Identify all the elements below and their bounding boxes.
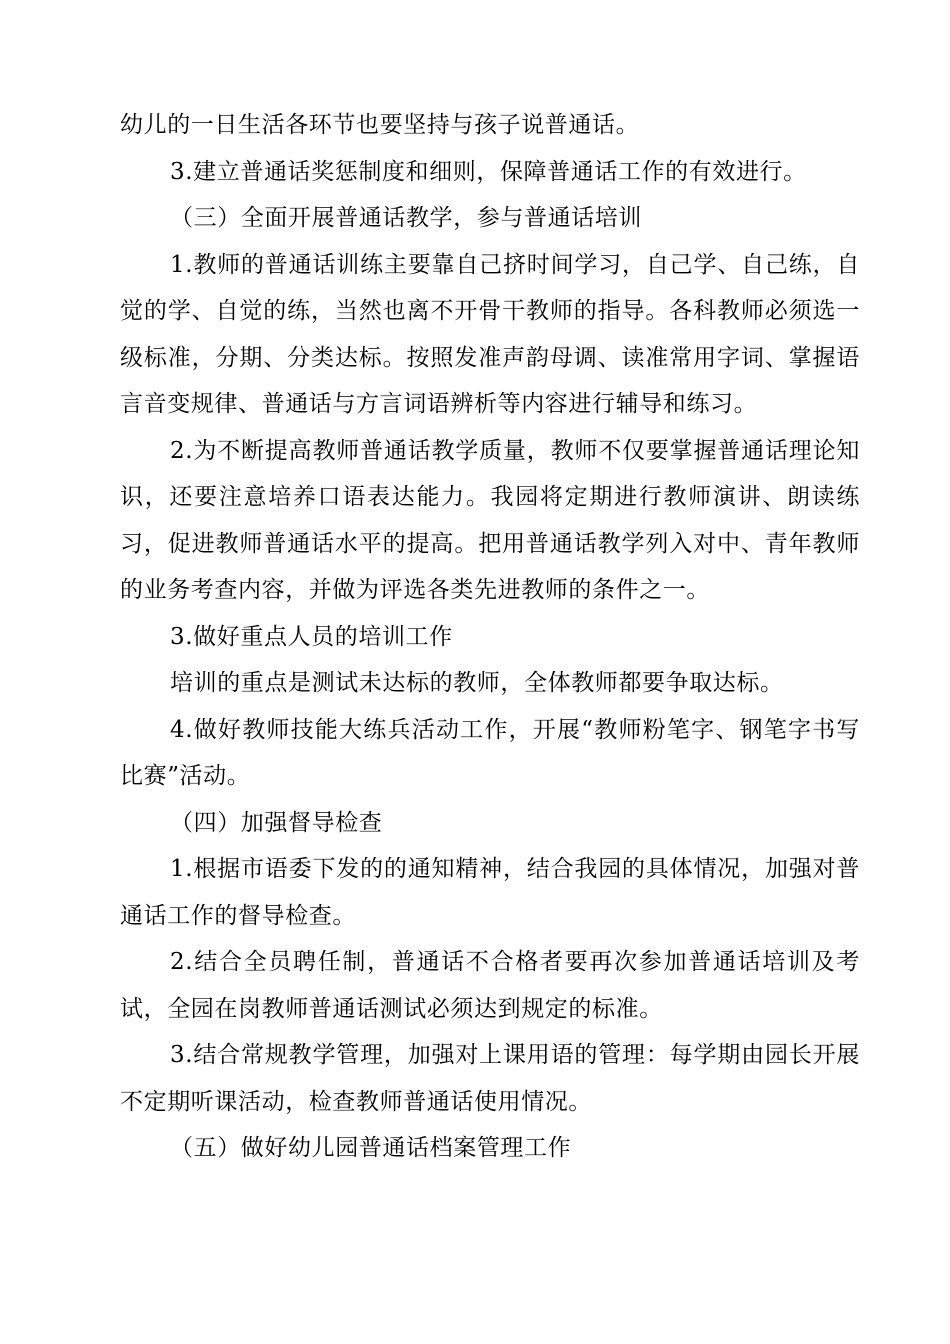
paragraph-item-4-3: 3.结合常规教学管理，加强对上课用语的管理：每学期由园长开展不定期听课活动，检查教师普通话使用情况。	[120, 1042, 860, 1115]
paragraph-continuation: 幼儿的一日生活各环节也要坚持与孩子说普通话。	[120, 112, 640, 138]
document-body	[120, 102, 860, 1172]
paragraph-item-3-2: 2.为不断提高教师普通话教学质量，教师不仅要掌握普通话理论知识，还要注意培养口语表达能力。我园将定期进行教师演讲、朗读练习，促进教师普通话水平的提高。把用普通话教学列入对中、青年教师的业务考查内容，并做为评选各类先进教师的条件之一。	[120, 437, 860, 603]
section-heading-5: （五）做好幼儿园普通话档案管理工作	[170, 1135, 572, 1161]
paragraph-item-4-1: 1.根据市语委下发的的通知精神，结合我园的具体情况，加强对普通话工作的督导检查。	[120, 856, 860, 929]
section-heading-4: （四）加强督导检查	[170, 809, 383, 836]
paragraph-item-3-4: 4.做好教师技能大练兵活动工作，开展“教师粉笔字、钢笔字书写比赛”活动。	[120, 716, 860, 789]
section-heading-3: （三）全面开展普通话教学，参与普通话培训	[170, 205, 642, 231]
paragraph-item-4-2: 2.结合全员聘任制，普通话不合格者要再次参加普通话培训及考试，全园在岗教师普通话测试必须达到规定的标准。	[120, 949, 860, 1022]
paragraph-item-3-1: 1.教师的普通话训练主要靠自己挤时间学习，自己学、自己练，自觉的学、自觉的练，当然也离不开骨干教师的指导。各科教师必须选一级标准，分期、分类达标。按照发准声韵母调、读准常用字词、掌握语言音变规律、普通话与方言词语辨析等内容进行辅导和练习。	[120, 251, 860, 417]
paragraph-item-3-3: 3.做好重点人员的培训工作	[170, 623, 453, 650]
paragraph-item-3-3-detail: 培训的重点是测试未达标的教师，全体教师都要争取达标。	[170, 670, 784, 696]
paragraph-item-2-3: 3.建立普通话奖惩制度和细则，保障普通话工作的有效进行。	[170, 158, 807, 185]
